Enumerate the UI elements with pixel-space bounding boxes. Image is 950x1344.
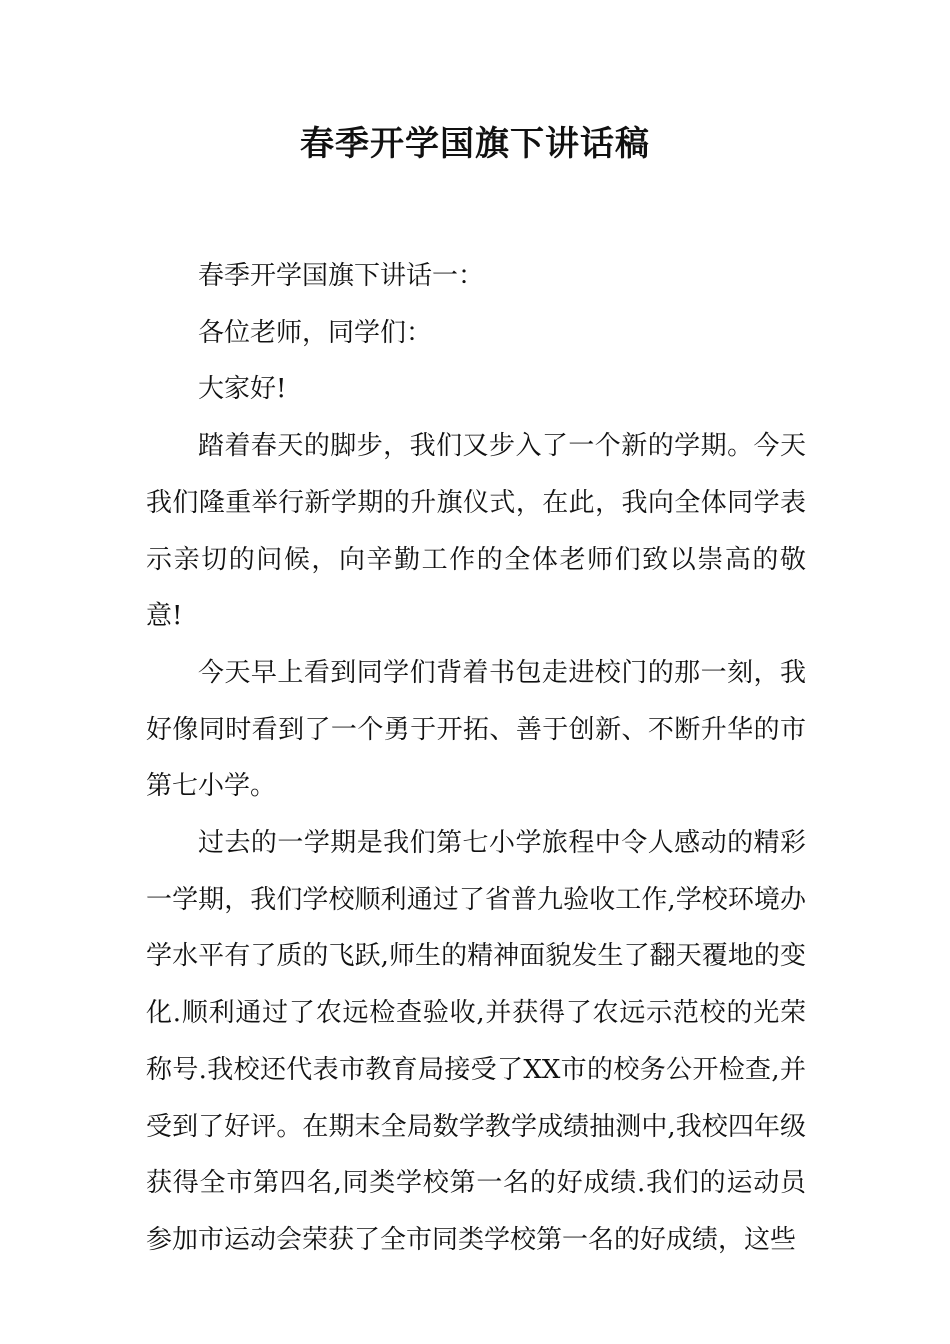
paragraph-greeting: 各位老师，同学们： [198, 317, 433, 348]
paragraph-morning: 今天早上看到同学们背着书包走进校门的那一刻，我好像同时看到了一个勇于开拓、善于创新、不断升华的市第七小学。 [146, 657, 806, 802]
document-body [146, 248, 806, 1269]
paragraph-achievements: 过去的一学期是我们第七小学旅程中令人感动的精彩一学期，我们学校顺利通过了省普九验收工作,学校环境办学水平有了质的飞跃,师生的精神面貌发生了翻天覆地的变化.顺利通过了农远检查验收,并获得了农远示范校的光荣称号.我校还代表市教育局接受了XX市的校务公开检查,并受到了好评。在期末全局数学教学成绩抽测中,我校四年级获得全市第四名,同类学校第一名的好成绩.我们的运动员参加市运动会荣获了全市同类学校第一名的好成绩，这些 [146, 828, 806, 1255]
paragraph-spring-intro: 踏着春天的脚步，我们又步入了一个新的学期。今天我们隆重举行新学期的升旗仪式，在此，我向全体同学表示亲切的问候，向辛勤工作的全体老师们致以崇高的敬意! [146, 431, 806, 632]
document-title: 春季开学国旗下讲话稿 [300, 124, 650, 164]
paragraph-heading: 春季开学国旗下讲话一： [198, 261, 485, 291]
paragraph-hello: 大家好! [198, 374, 287, 405]
